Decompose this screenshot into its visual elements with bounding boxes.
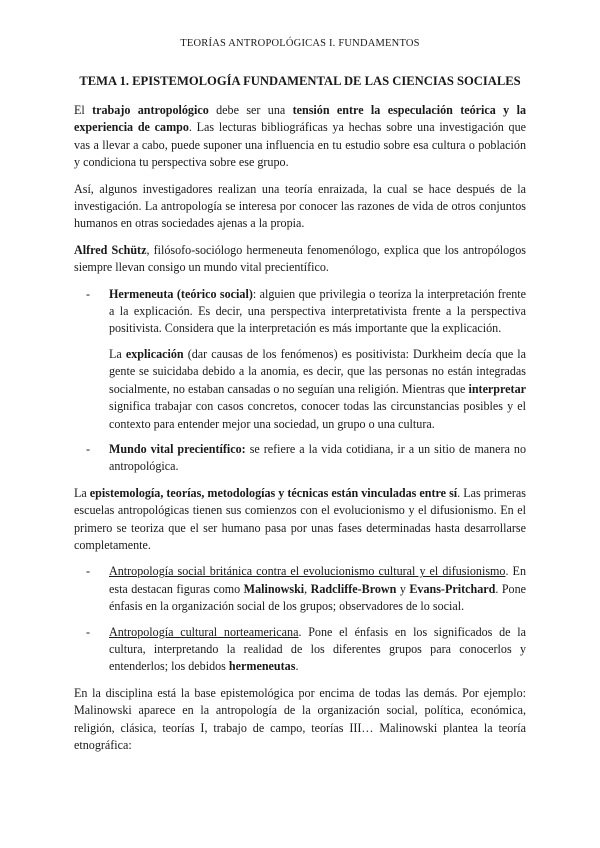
- bold-run: interpretar: [468, 381, 526, 396]
- bold-run: Hermeneuta (teórico social): [109, 286, 253, 301]
- bold-run: Malinowski: [243, 581, 305, 596]
- document-title: TEMA 1. EPISTEMOLOGÍA FUNDAMENTAL DE LAS CIENCIAS SOCIALES: [79, 74, 521, 88]
- text-run: La: [74, 485, 90, 500]
- text-run: . Pone el énfasis en los significados de la cultura, interpretando la realidad de los diferentes grupos para conocerlos y entenderlos; los debidos: [109, 624, 526, 674]
- list-item-text: [109, 441, 526, 476]
- text-run: y: [396, 581, 410, 596]
- bold-run: trabajo antropológico: [92, 103, 209, 117]
- definitions-list: [74, 286, 526, 476]
- list-item-text: [109, 563, 526, 615]
- text-run: . Las primeras escuelas antropológicas tienen sus comienzos con el evolucionismo y el difusionismo. En el primero se teoriza que el ser humano pasa por unas fases determinadas hasta desarrollarse completamente.: [74, 485, 527, 552]
- text-run: ,: [304, 581, 311, 596]
- text-run: La: [109, 346, 126, 361]
- list-item-hermeneuta: [109, 286, 526, 433]
- list-item-subparagraph: [109, 346, 526, 433]
- text-run: , filósofo-sociólogo hermeneuta fenomenólogo, explica que los antropólogos siempre llevan consigo un mundo vital precientífico.: [74, 242, 526, 275]
- text-run: . Pone énfasis en la organización social de los grupos; observadores de lo social.: [109, 581, 526, 614]
- list-item-mundo-vital: [109, 441, 526, 476]
- bold-run: epistemología, teorías, metodologías y técnicas están vinculadas entre sí: [89, 485, 458, 500]
- bold-run: Alfred Schütz: [74, 242, 147, 257]
- list-item-text: [109, 286, 526, 338]
- list-item-american-cultural-anthropology: [109, 624, 526, 676]
- text-run: se refiere a la vida cotidiana, ir a un sitio de manera no antropológica.: [109, 441, 527, 474]
- paragraph-epistemology: [74, 485, 526, 555]
- list-item-text: [109, 624, 526, 676]
- text-run: : alguien que privilegia o teoriza la interpretación frente a la explicación. Es decir, una perspectiva interpretativista frente a la perspectiva positivista. Considera que la interpretación es más importante que la explicación.: [109, 286, 526, 336]
- underlined-run: Antropología cultural norteamericana: [109, 624, 299, 639]
- list-item-british-social-anthropology: [109, 563, 526, 615]
- schools-list: [74, 563, 526, 675]
- underlined-run: Antropología social británica contra el evolucionismo cultural y el difusionismo: [109, 564, 506, 579]
- text-run: significa trabajar con casos concretos, conocer todas las circunstancias posibles y el contexto para entender mejor una sociedad, un grupo o una cultura.: [109, 399, 526, 431]
- bold-run: Radcliffe-Brown: [310, 581, 397, 596]
- text-run: . Las lecturas bibliográficas ya hechas sobre una investigación que vas a llevar a cabo, puede suponer una influencia en tu estudio sobre esa cultura o población y condiciona tu perspectiva sobre ese grupo.: [74, 120, 526, 170]
- paragraph-schutz: [74, 242, 526, 277]
- paragraph-grounded-theory: Así, algunos investigadores realizan una teoría enraizada, la cual se hace después de la investigación. La antropología se interesa por conocer las razones de vida de otros conjuntos humanos en otras sociedades ajenas a la propia.: [74, 181, 526, 231]
- paragraph-malinowski: En la disciplina está la base epistemológica por encima de todas las demás. Por ejemplo: Malinowski aparece en la antropología de la organización social, política, económica, religión, clásica, teorías I, trabajo de campo, teorías III… Malinowski plantea la teoría etnográfica:: [74, 685, 526, 752]
- bold-run: tensión entre la especulación teórica y la experiencia de campo: [74, 103, 526, 135]
- bold-run: Evans-Pritchard: [409, 581, 496, 596]
- running-header: TEORÍAS ANTROPOLÓGICAS I. FUNDAMENTOS: [180, 38, 420, 49]
- paragraph-intro: [74, 102, 526, 172]
- text-run: debe ser una: [208, 103, 293, 117]
- text-run: .: [295, 659, 299, 674]
- text-run: . En esta destacan figuras como: [109, 564, 526, 596]
- bold-run: Mundo vital precientífico:: [109, 441, 246, 456]
- bold-run: hermeneutas: [228, 659, 296, 674]
- text-run: (dar causas de los fenómenos) es positivista: Durkheim decía que la gente se suicidaba debido a la anomia, es decir, que las personas no están integradas socialmente, no estaban cansadas o no seguían una religión. Mientras que: [109, 346, 526, 396]
- bold-run: explicación: [125, 346, 184, 361]
- text-run: El: [74, 103, 93, 117]
